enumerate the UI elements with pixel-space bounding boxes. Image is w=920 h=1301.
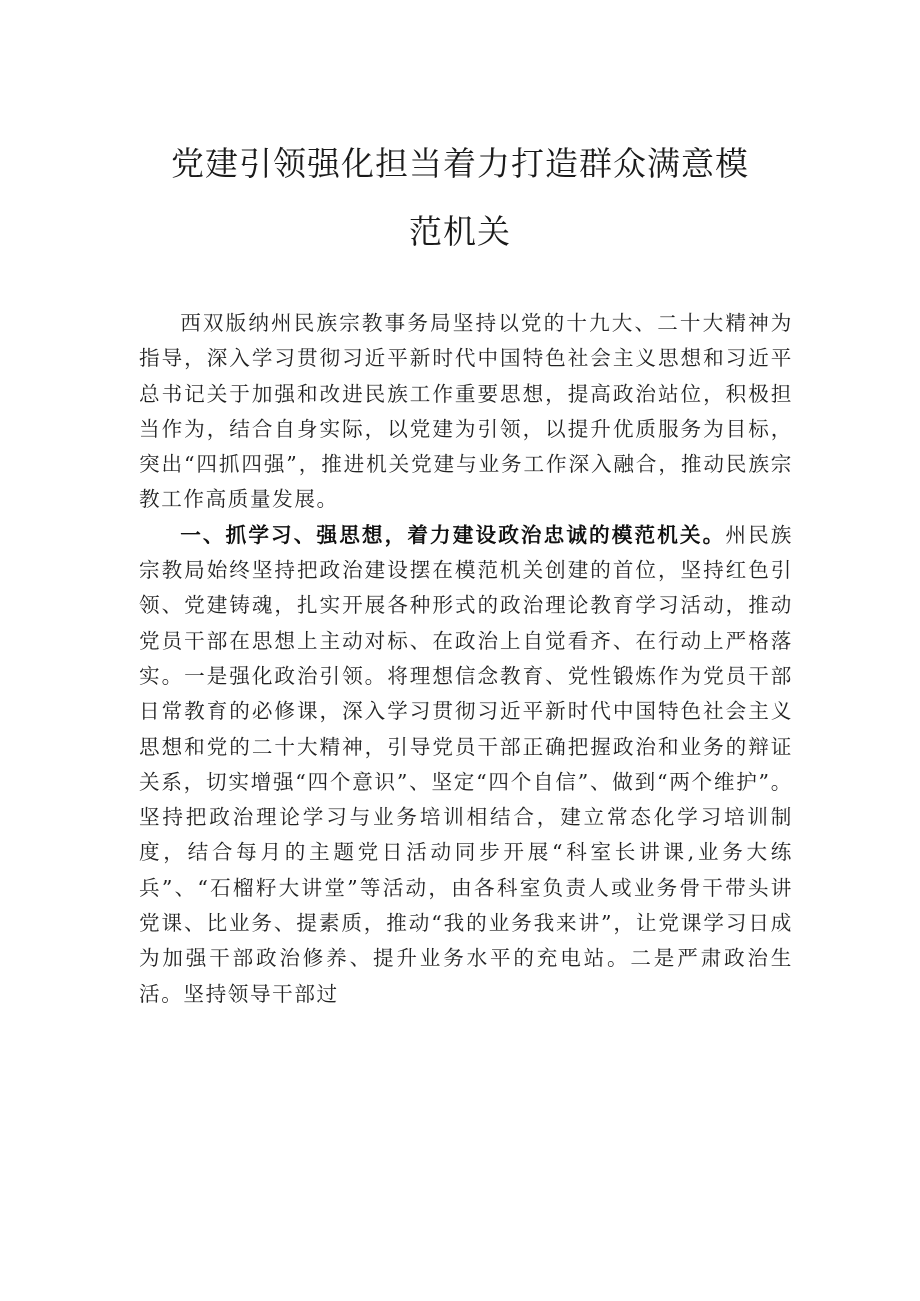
intro-paragraph-text: 西双版纳州民族宗教事务局坚持以党的十九大、二十大精神为指导，深入学习贯彻习近平新时代中国特色社会主义思想和习近平总书记关于加强和改进民族工作重要思想，提高政治站位，积极担当作为，结合自身实际，以党建为引领，以提升优质服务为目标，突出“四抓四强”，推进机关党建与业务工作深入融合，推动民族宗教工作高质量发展。 [139, 311, 793, 512]
document-title-line-1: 党建引领强化担当着力打造群众满意模 [171, 144, 749, 183]
intro-paragraph [139, 306, 793, 518]
section-1-heading: 一、抓学习、强思想，着力建设政治忠诚的模范机关。 [180, 522, 726, 547]
document-body [139, 306, 793, 1012]
section-1-paragraph [139, 518, 793, 1012]
section-1-text: 州民族宗教局始终坚持把政治建设摆在模范机关创建的首位，坚持红色引领、党建铸魂，扎实开展各种形式的政治理论教育学习活动，推动党员干部在思想上主动对标、在政治上自觉看齐、在行动上严格落实。一是强化政治引领。将理想信念教育、党性锻炼作为党员干部日常教育的必修课，深入学习贯彻习近平新时代中国特色社会主义思想和党的二十大精神，引导党员干部正确把握政治和业务的辩证关系，切实增强“四个意识”、坚定“四个自信”、做到“两个维护”。坚持把政治理论学习与业务培训相结合，建立常态化学习培训制度，结合每月的主题党日活动同步开展“科室长讲课,业务大练兵”、“石榴籽大讲堂”等活动，由各科室负责人或业务骨干带头讲党课、比业务、提素质，推动“我的业务我来讲”，让党课学习日成为加强干部政治修养、提升业务水平的充电站。二是严肃政治生活。坚持领导干部过 [139, 522, 793, 1006]
document-title-line-2: 范机关 [409, 212, 511, 251]
